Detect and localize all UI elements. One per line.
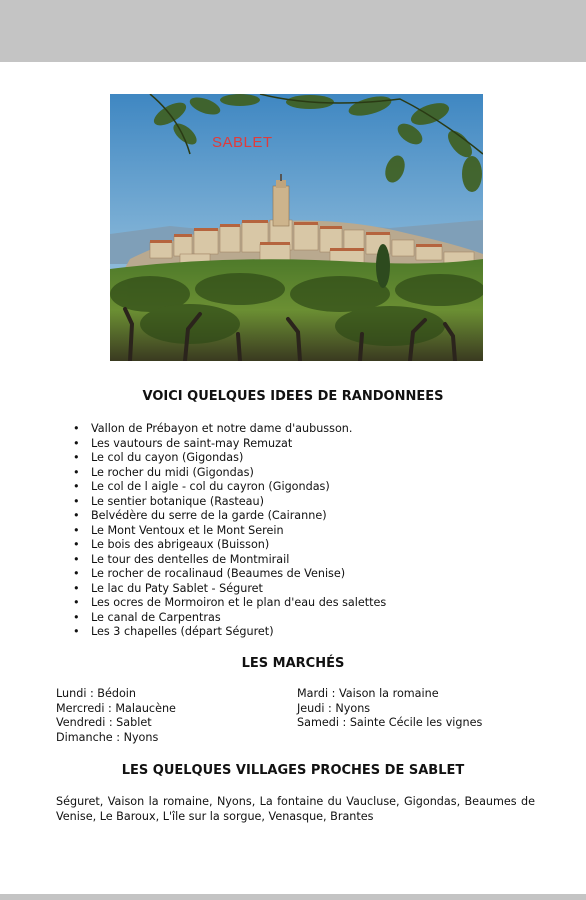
bottom-bar <box>0 894 586 900</box>
list-item: • Belvédère du serre de la garde (Cairanne) <box>73 509 386 524</box>
list-item: • Les vautours de saint-may Remuzat <box>73 437 386 452</box>
markets-row <box>56 731 536 746</box>
markets-row <box>56 687 536 702</box>
village-photo-drawing <box>110 94 483 361</box>
list-item: • Les ocres de Mormoiron et le plan d'eau des salettes <box>73 596 386 611</box>
list-item: • Le bois des abrigeaux (Buisson) <box>73 538 386 553</box>
market-entry: Lundi : Bédoin <box>56 687 137 700</box>
markets-heading: LES MARCHÉS <box>241 656 345 671</box>
list-item: • Le col de l aigle - col du cayron (Gigondas) <box>73 480 386 495</box>
market-entry: Dimanche : Nyons <box>56 730 159 744</box>
markets-row <box>56 716 536 731</box>
list-item: • Le rocher de rocalinaud (Beaumes de Venise) <box>73 567 386 582</box>
market-entry: Mardi : Vaison la romaine <box>297 687 439 700</box>
list-item: • Le Mont Ventoux et le Mont Serein <box>73 524 386 539</box>
list-item: • Le lac du Paty Sablet - Séguret <box>73 582 386 597</box>
hikes-list <box>73 422 386 640</box>
top-bar <box>0 0 586 62</box>
hikes-heading: VOICI QUELQUES IDEES DE RANDONNEES <box>142 389 444 404</box>
villages-heading: LES QUELQUES VILLAGES PROCHES DE SABLET <box>121 763 465 778</box>
list-item: • Le col du cayon (Gigondas) <box>73 451 386 466</box>
list-item: • Le sentier botanique (Rasteau) <box>73 495 386 510</box>
list-item: • Le tour des dentelles de Montmirail <box>73 553 386 568</box>
markets-table <box>56 687 536 745</box>
list-item: • Vallon de Prébayon et notre dame d'aubusson. <box>73 422 386 437</box>
market-entry: Jeudi : Nyons <box>297 701 371 715</box>
list-item: • Les 3 chapelles (départ Séguret) <box>73 625 386 640</box>
photo-label: SABLET <box>212 134 273 151</box>
market-entry: Vendredi : Sablet <box>56 716 152 729</box>
list-item: • Le rocher du midi (Gigondas) <box>73 466 386 481</box>
markets-row <box>56 702 536 717</box>
village-photo <box>110 94 483 361</box>
villages-text: Séguret, Vaison la romaine, Nyons, La fontaine du Vaucluse, Gigondas, Beaumes de Venise, Le Baroux, L'île sur la sorgue, Venasque, Brantes <box>56 795 535 823</box>
market-entry: Samedi : Sainte Cécile les vignes <box>297 716 483 729</box>
market-entry: Mercredi : Malaucène <box>56 701 176 715</box>
list-item: • Le canal de Carpentras <box>73 611 386 626</box>
